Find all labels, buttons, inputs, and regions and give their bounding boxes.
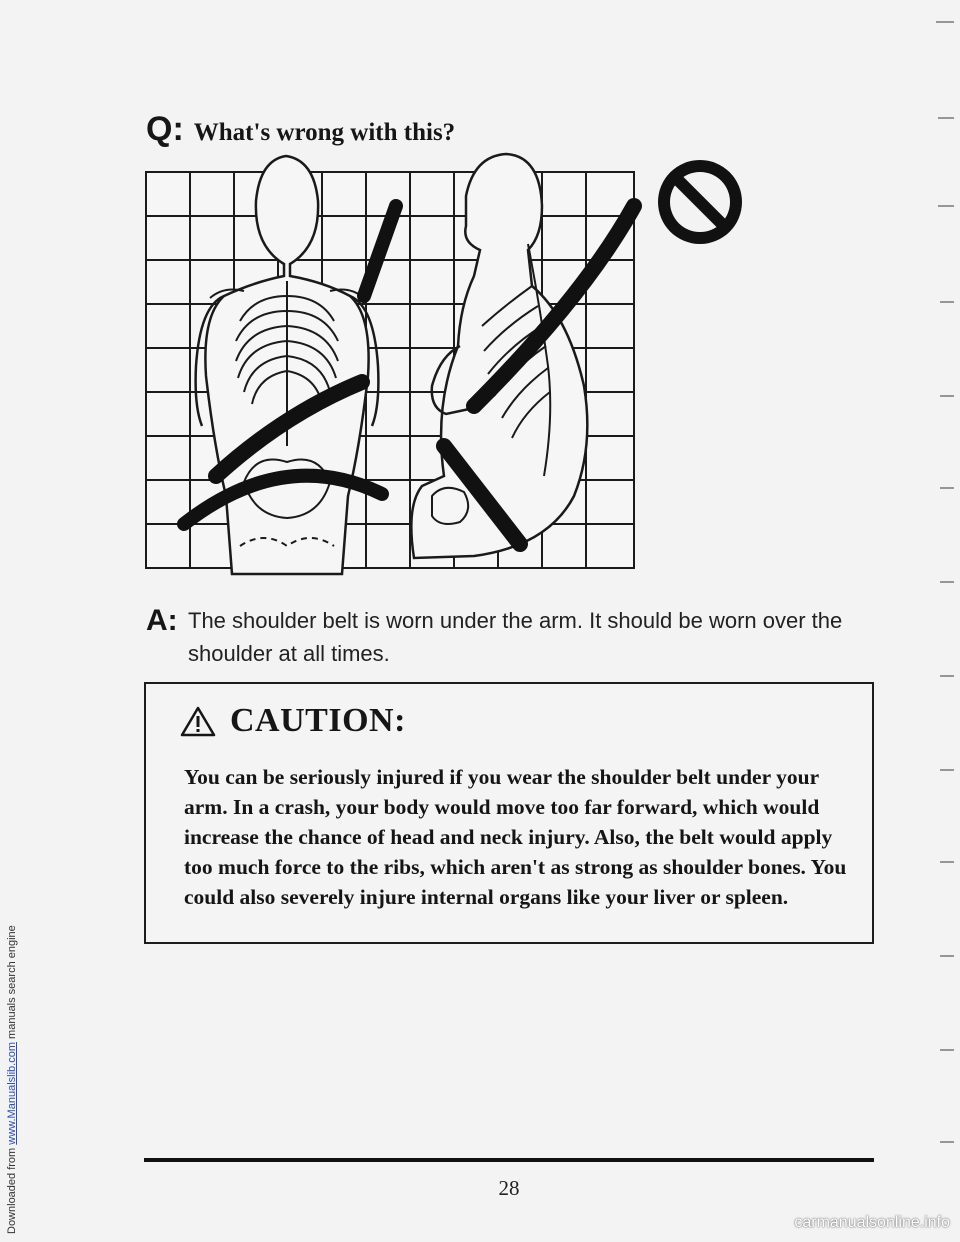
prohibition-icon	[658, 160, 742, 244]
question	[146, 110, 455, 149]
manualslib-link[interactable]: www.Manualslib.com	[6, 1042, 18, 1145]
answer	[146, 604, 866, 670]
answer-text: The shoulder belt is worn under the arm. It should be worn over the shoulder at all times.	[188, 608, 843, 666]
warning-triangle-icon	[180, 705, 216, 737]
caution-box	[144, 682, 874, 944]
margin-tick-marks	[910, 0, 960, 1242]
question-label: Q:	[146, 110, 184, 148]
side-download-note	[0, 0, 24, 1242]
side-note-prefix: Downloaded from	[6, 1147, 18, 1234]
caution-title: CAUTION:	[230, 702, 406, 739]
caution-text: You can be seriously injured if you wear the shoulder belt under your arm. In a crash, your body would move too far forward, which would increase the chance of head and neck injury. Also, the belt would apply too much force to the ribs, which aren't as strong as shoulder bones. You could also severely injure internal organs like your liver or spleen.	[184, 765, 847, 909]
answer-label: A:	[146, 604, 178, 637]
footer-rule	[144, 1158, 874, 1162]
side-note-suffix: manuals search engine	[6, 925, 18, 1039]
page-number: 28	[498, 1176, 520, 1200]
seatbelt-illustration	[144, 146, 754, 576]
caution-header	[180, 702, 406, 740]
watermark: carmanualsonline.info	[794, 1214, 950, 1231]
question-text: What's wrong with this?	[193, 119, 456, 146]
